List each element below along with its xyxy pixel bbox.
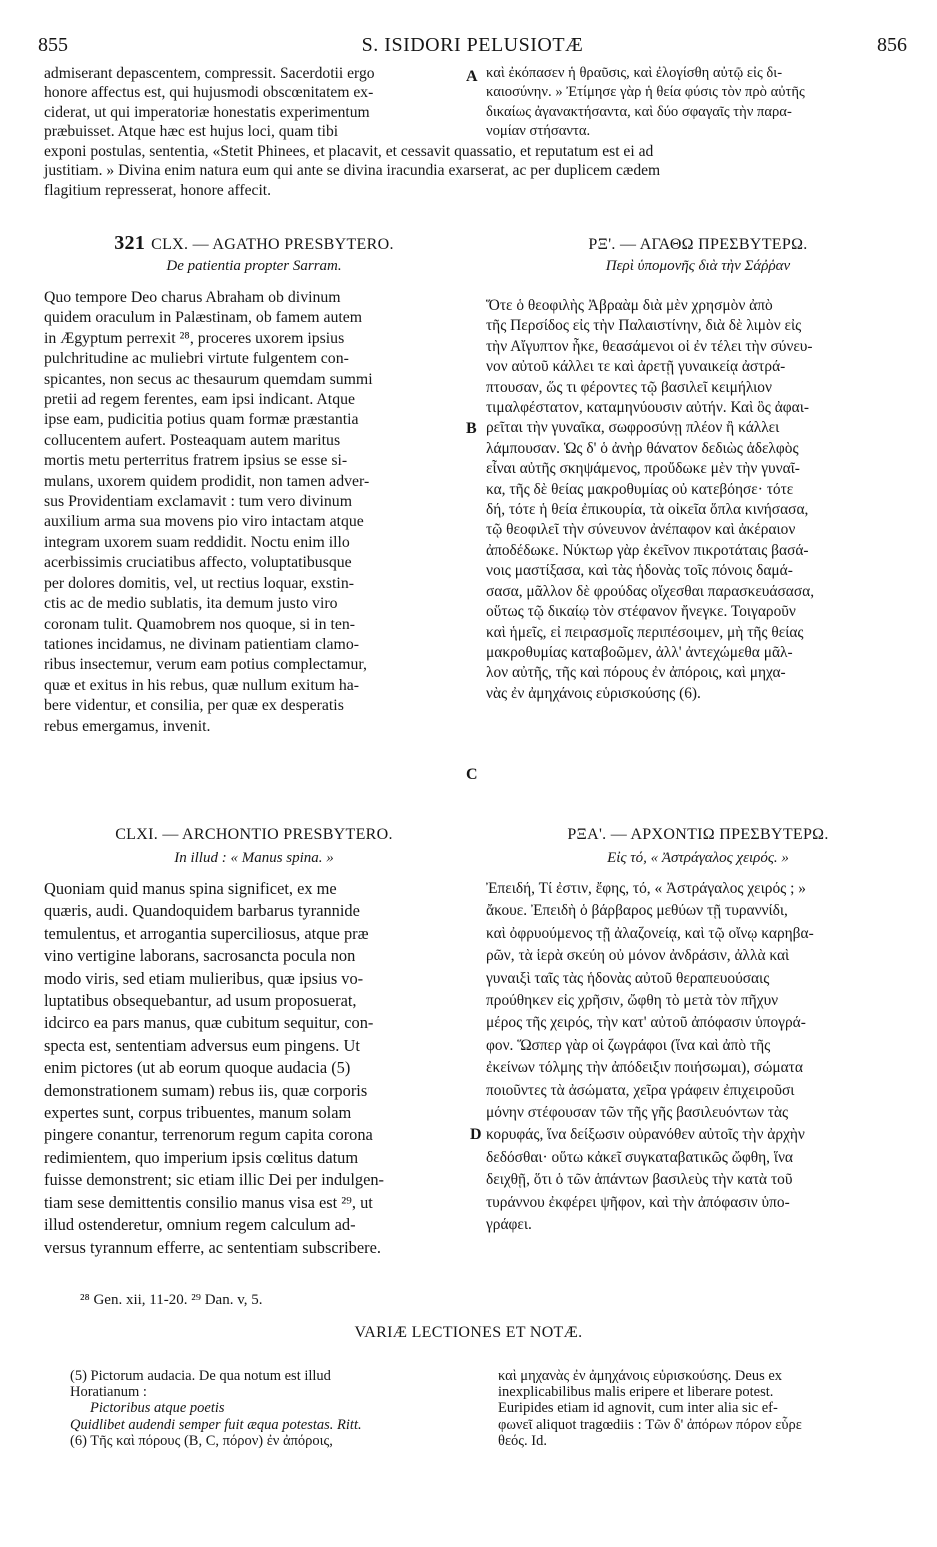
letter-161-latin-heading: CLXI. — ARCHONTIO PRESBYTERO. [115, 826, 393, 843]
text-line: ρῶν, τὰ ἱερὰ σκεύη οὐ μόνον ἀνδράσιν, ἀλλὰ καὶ [486, 947, 790, 965]
text-line: flagitium represserat, honore affecit. [44, 181, 272, 199]
text-line: sus Providentiam exclamavit : tum vero divinum [44, 493, 352, 511]
text-line: εἶναι αὐτῆς σκηψάμενος, προὔδωκε μὲν τὴν γυναῖ- [486, 460, 800, 478]
text-line: versus tyrannum efferre, ac sententiam subscribere. [44, 1237, 381, 1257]
text-line: νον αὐτοῦ κάλλει τε καὶ ἀρετῇ γυναικείᾳ ἀστρά- [486, 358, 786, 376]
text-line: λάμπουσαν. Ὡς δ' ὁ ἀνὴρ θάνατον δεδιὼς ἀδελφὸς [486, 439, 799, 457]
notes-left-column [70, 1368, 480, 1449]
text-line: acerbissimis cruciatibus affecto, voluptatibusque [44, 554, 352, 572]
text-line: νοις μαστίξασα, καὶ τὰς ἡδονὰς τοῖς πόνοις δαμά- [486, 562, 793, 580]
text-line: pretii ad regem ferentes, eam ipsi indicant. Atque [44, 391, 356, 409]
margin-mark-b: B [466, 420, 477, 437]
right-page-number: 856 [877, 34, 907, 56]
text-line: admiserant depascentem, compressit. Sacerdotii ergo [44, 65, 375, 82]
note-line: Pictoribus atque poetis [90, 1400, 225, 1417]
running-title: S. ISIDORI PELUSIOTÆ [361, 34, 584, 56]
text-line: integram uxorem suam reddidit. Noctu enim illo [44, 533, 350, 551]
text-line: καιοσύνην. » Ἐτίμησε γὰρ ἡ θεία φύσις τὸν πρὸ αὐτῆς [486, 84, 805, 101]
text-line: Quoniam quid manus spina significet, ex me [44, 879, 337, 898]
text-line: mulans, uxorem quidem prodidit, non tamen adver- [44, 472, 370, 490]
text-line: μακροθυμίας καταβοῶμεν, ἀλλ' ἀντεχώμεθα μᾶλ- [486, 643, 793, 661]
text-line: ipse eam, pudicitia potius quam formæ præstantia [44, 411, 359, 429]
text-line: ἀποδέδωκε. Νύκτωρ γὰρ ἐκεῖνον πικροτάταις βασά- [486, 541, 809, 559]
note-line: φωνεῖ aliquot tragœdiis : Τῶν δ' ἀπόρων πόρον εὗρε [498, 1416, 802, 1433]
note-line: Euripides etiam id agnovit, cum inter alia sic ef- [498, 1400, 778, 1417]
note-line: (5) Pictorum audacia. De qua notum est illud [70, 1368, 331, 1384]
text-line: δειχθῇ, ὅτι ὁ τῶν ἁπάντων βασιλεὺς τὴν κατὰ τοῦ [486, 1171, 793, 1189]
top-greek-continuation [486, 64, 910, 142]
text-line: luptatibus obsequebantur, ad usum proposuerat, [44, 991, 357, 1011]
text-line: μέρος τῆς χειρός, τὴν κατ' αὐτοῦ ἀπόφασιν ὑπογρά- [486, 1014, 806, 1032]
text-line: σασα, μᾶλλον δὲ φρούδας οἴχεσθαι παρασκευάσασα, [486, 582, 815, 600]
text-line: ποιοῦντες τὰ ἀσώματα, χεῖρα γράφειν ἐπιχειροῦσι [486, 1081, 795, 1099]
variae-lectiones-heading: VARIÆ LECTIONES ET NOTÆ. [354, 1324, 583, 1341]
letter-160-greek-heading: ΡΞ'. — ΑΓΑΘΩ ΠΡΕΣΒΥΤΕΡΩ. [588, 236, 808, 253]
text-line: enim pictores (ut ab eorum quoque audacia (5) [44, 1058, 351, 1078]
text-line: κα, τῆς δὲ θείας μακροθυμίας οὐ κατεβόησε· τότε [486, 480, 794, 498]
text-line: in Ægyptum perrexit ²⁸, proceres uxorem ipsius [44, 329, 345, 347]
text-line: tiam sese demittentis consilio manus visa est ²⁹, ut [44, 1192, 373, 1212]
margin-mark-d: D [470, 1126, 482, 1143]
text-line: illud ostenderetur, omnium regem calculum ad- [44, 1215, 356, 1235]
text-line: νομίαν στήσαντα. [486, 123, 591, 140]
text-line: tationes incidamus, ne divinam patientiam clamo- [44, 635, 359, 653]
text-line: φον. Ὥσπερ γὰρ οἱ ζωγράφοι (ἵνα καὶ ἀπὸ τῆς [486, 1036, 771, 1054]
letter-161-greek-body [486, 878, 910, 1237]
text-line: λον αὐτῆς, τῆς καὶ πόρους ἐν ἀπόροις, καὶ μηχα- [486, 664, 786, 682]
note-line: Quidlibet audendi semper fuit æqua potestas. Ritt. [70, 1416, 362, 1433]
text-line: demonstrationem sumam) rebus iis, quæ corporis [44, 1080, 368, 1100]
text-line: justitiam. » Divina enim natura eum qui ante se divina iracundia exarserat, ac per duplicem cædem [44, 162, 661, 180]
text-line: exponi postulas, sententia, «Stetit Phinees, et placavit, et cessavit quassatio, et reputatum est ei ad [44, 143, 654, 160]
text-line: μόνην στέφουσαν τῶν τῆς γῆς βασιλευόντων τὰς [486, 1104, 789, 1122]
text-line: coronam tulit. Quamobrem nos quoque, si in ten- [44, 615, 356, 633]
margin-mark-c: C [466, 766, 478, 783]
text-line: ribus insectemur, verum eam potius complectamur, [44, 656, 367, 674]
letter-161-greek-heading: ΡΞΑ'. — ΑΡΧΟΝΤΙΩ ΠΡΕΣΒΥΤΕΡΩ. [567, 826, 829, 843]
top-latin-continuation [44, 64, 464, 142]
text-line: πτουσαν, ὥς τι φέροντες τῷ βασιλεῖ κειμήλιον [486, 378, 772, 396]
text-line: κορυφάς, ἵνα δείξωσιν οὐρανόθεν αὐτοῖς τὴν ἀρχὴν [486, 1126, 805, 1144]
text-line: ἄκουε. Ἐπειδὴ ὁ βάρβαρος μεθύων τῇ τυραννίδι, [486, 902, 788, 920]
notes-right-column [498, 1368, 908, 1449]
column-number: 321 [114, 232, 146, 254]
text-line: τυράννου ἐκφέρει ψῆφον, καὶ τὴν ἀπόφασιν ὑπο- [486, 1193, 790, 1211]
letter-161-greek-subheading: Εἰς τό, « Ἀστράγαλος χειρός. » [607, 850, 789, 866]
text-line: Quo tempore Deo charus Abraham ob divinum [44, 289, 341, 306]
text-line: γράφει. [486, 1216, 532, 1234]
text-line: νὰς ἐν ἀμηχάνοις εὑρισκούσης (6). [486, 684, 701, 702]
text-line: bere videntur, et consilia, per quæ ex desperatis [44, 697, 344, 715]
text-line: præbuisset. Atque hæc est hujus loci, quam tibi [44, 123, 339, 141]
letter-160-greek-body [486, 296, 910, 704]
left-page-number: 855 [38, 34, 68, 56]
text-line: per dolores domitis, vel, ut rectius loquar, exstin- [44, 574, 354, 592]
text-line: οὕτως τῷ δικαίῳ τὸν στέφανον ἤνεγκε. Τοιγαροῦν [486, 603, 796, 621]
text-line: quæ et exitus in his rebus, quæ nullum exitum ha- [44, 676, 360, 694]
letter-160-latin-heading: 321 CLX. — AGATHO PRESBYTERO. [114, 232, 394, 254]
text-line: ctis ac de medio sublatis, ita demum justo viro [44, 595, 338, 613]
text-line: pulchritudine ac muliebri virtute fulgentem con- [44, 350, 349, 368]
note-line: (6) Τῆς καὶ πόρους (B, C, πόρον) ἐν ἀπόροις, [70, 1432, 333, 1449]
text-line: redimientem, quo imperium ipsis cœlitus datum [44, 1147, 359, 1167]
text-line: τῷ θεοφιλεῖ τὴν σύνευνον ἀνέπαφον καὶ ἀκέραιον [486, 521, 796, 539]
text-line: τὴν Αἴγυπτον ἧκε, θεασάμενοι οἱ ἐν τέλει τὴν σύνευ- [486, 337, 813, 355]
note-line: inexplicabilibus malis eripere et liberare potest. [498, 1384, 774, 1401]
letter-161-latin-subheading: In illud : « Manus spina. » [174, 850, 334, 866]
text-line: προύθηκεν εἰς χρῆσιν, ὤφθη τὸ μετὰ τὸν πῆχυν [486, 992, 779, 1010]
text-line: expertes sunt, corpus tribuentes, manum solam [44, 1103, 352, 1123]
text-line: τῆς Περσίδος εἰς τὴν Παλαιστίνην, διὰ δὲ λιμὸν εἰς [486, 317, 802, 335]
text-line: γυναιξὶ ταῖς τὰς ἡδονὰς αὐτοῦ θεραπευούσαις [486, 969, 770, 987]
text-line: idcirco ea pars manus, quæ cubitum sequitur, con- [44, 1013, 374, 1033]
text-line: auxilium arma sua movens pio viro intactam atque [44, 513, 364, 531]
text-line: specta est, sententiam adversus eum pingens. Ut [44, 1035, 360, 1055]
margin-mark-a: A [466, 68, 478, 85]
text-line: fuisse demonstrent; sic etiam illic Dei per indulgen- [44, 1170, 385, 1190]
text-line: δικαίως ἀγανακτήσαντα, καὶ δύο σφαγαῖς τὴν παρα- [486, 103, 792, 120]
note-line: θεός. Id. [498, 1432, 547, 1449]
text-line: Ὅτε ὁ θεοφιλὴς Ἀβραὰμ διὰ μὲν χρησμὸν ἀπὸ [486, 297, 773, 314]
text-line: spicantes, non secus ac thesaurum quemdam summi [44, 370, 373, 388]
text-line: temulentus, et arrogantia superciliosus, atque præ [44, 923, 369, 943]
letter-160-greek-subheading: Περὶ ὑπομονῆς διὰ τὴν Σάῤῥαν [605, 258, 791, 274]
text-line: pingere conantur, terrenorum regum capita corona [44, 1125, 373, 1145]
note-line: καὶ μηχανὰς ἐν ἀμηχάνοις εὑρισκούσης. Deus ex [498, 1368, 783, 1384]
text-line: Ἐπειδή, Τί ἐστιν, ἔφης, τό, « Ἀστράγαλος χειρός ; » [486, 880, 806, 897]
note-line: Horatianum : [70, 1384, 147, 1401]
text-line: ρεῖται τὴν γυναῖκα, σωφροσύνῃ πλέον ἢ κάλλει [486, 419, 780, 437]
text-line: collucentem aufert. Posteaquam autem maritus [44, 431, 341, 449]
text-line: καὶ ἡμεῖς, εἰ πειρασμοῖς περιπέσοιμεν, μὴ τῆς θείας [486, 623, 804, 641]
text-line: modo viris, sed etiam mulieribus, quæ ipsius vo- [44, 968, 364, 988]
text-line: καὶ ὀφρυούμενος τῇ ἀλαζονείᾳ, καὶ τῷ οἴνῳ καρηβα- [486, 924, 814, 942]
text-line: καὶ ἐκόπασεν ἡ θραῦσις, καὶ ἐλογίσθη αὐτῷ εἰς δι- [486, 65, 783, 81]
text-line: vino vertigine laborans, sacrosancta pocula non [44, 946, 356, 966]
top-full-width-text [44, 142, 900, 200]
text-line: δεδόσθαι· οὕτω κἀκεῖ συγκαταβατικῶς ὤφθη, ἵνα [486, 1148, 794, 1166]
text-line: ἐκείνων τόλμης τὴν ἀπόδειξιν ποιήσωμαι), σώματα [486, 1059, 803, 1077]
text-line: quidem oraculum in Palæstinam, ob famem autem [44, 309, 363, 327]
text-line: δή, τότε ἡ θεία ἐπικουρία, τὰ οἰκεῖα ὅπλα κινήσασα, [486, 501, 809, 519]
text-line: mortis metu perterritus fratrem ipsius se esse si- [44, 452, 348, 470]
letter-161-latin-body [44, 878, 464, 1259]
text-line: ciderat, ut qui imperatoriæ honestatis experimentum [44, 103, 370, 121]
letter-160-latin-body [44, 288, 464, 737]
text-line: quæris, audi. Quandoquidem barbarus tyrannide [44, 901, 360, 921]
letter-160-latin-subheading: De patientia propter Sarram. [166, 258, 342, 274]
text-line: rebus emergamus, invenit. [44, 717, 211, 735]
page-header [38, 34, 907, 64]
text-line: τιμαλφέστατον, καταμηνύουσιν αὐτήν. Καὶ ὃς ἀφαι- [486, 399, 809, 417]
text-line: honore affectus est, qui hujusmodi obscœnitatem ex- [44, 84, 374, 102]
footnotes: ²⁸ Gen. xii, 11-20. ²⁹ Dan. v, 5. [80, 1292, 263, 1308]
